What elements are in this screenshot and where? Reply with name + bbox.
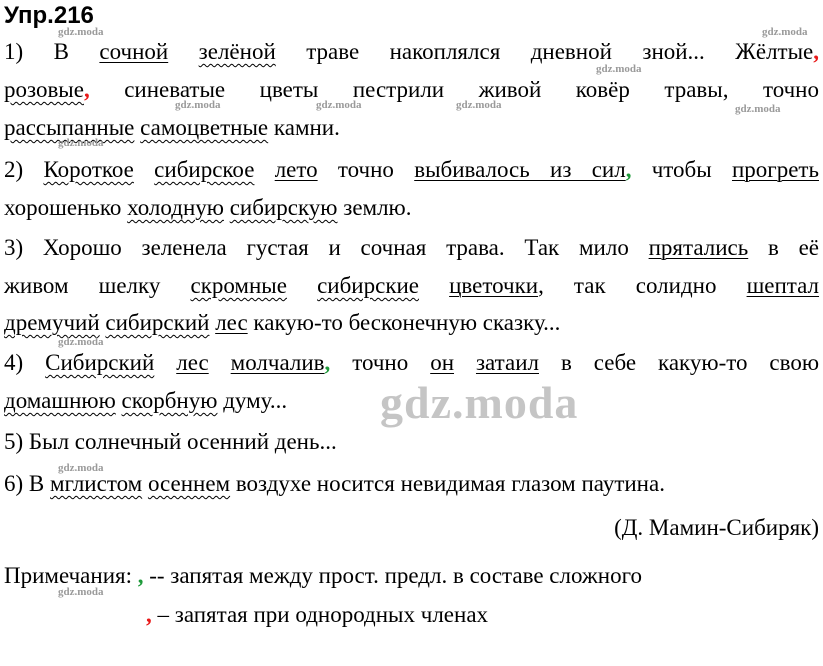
notes-line-1: Примечания: , -- запятая между прост. предл. в составе сложного: [4, 563, 642, 588]
watermark: gdz.moda: [58, 137, 104, 149]
watermark: gdz.moda: [175, 99, 221, 111]
watermark: gdz.moda: [316, 99, 362, 111]
sentence-4-line-2: домашнюю скорбную думу...: [4, 388, 288, 413]
watermark: gdz.moda: [58, 462, 104, 474]
watermark-large: gdz.moda: [380, 377, 579, 428]
author-attribution: (Д. Мамин-Сибиряк): [614, 515, 819, 540]
comma-homogeneous: ,: [83, 77, 90, 102]
exercise-title: Упр.216: [4, 2, 94, 29]
legend-green-comma: ,: [137, 563, 144, 588]
sentence-5: 5) Был солнечный осенний день...: [4, 429, 337, 454]
comma-homogeneous: ,: [813, 39, 820, 64]
sentence-4-line-1: 4) Сибирский лес молчалив, точно он затаил в себе какую-то свою: [4, 350, 820, 375]
sentence-2-line-1: 2) Короткое сибирское лето точно выбивалось из сил, чтобы прогреть: [4, 157, 819, 182]
watermark: gdz.moda: [58, 26, 104, 38]
sentence-2-line-2: хорошенько холодную сибирскую землю.: [4, 195, 412, 220]
watermark: gdz.moda: [596, 63, 642, 75]
sentence-6: 6) В мглистом осеннем воздухе носится невидимая глазом паутина.: [4, 471, 665, 496]
sentence-3-line-1: 3) Хорошо зеленела густая и сочная трава. Так мило прятались в её: [4, 235, 819, 260]
watermark: gdz.moda: [735, 103, 781, 115]
comma-clauses: ,: [625, 157, 632, 182]
legend-red-comma: ,: [146, 602, 152, 627]
sentence-3-line-3: дремучий сибирский лес какую-то бесконечную сказку...: [4, 310, 561, 335]
watermark: gdz.moda: [58, 336, 104, 348]
sentence-1-line-3: рассыпанные самоцветные камни.: [4, 115, 340, 140]
sentence-1-line-1: 1) В сочной зелёной траве накоплялся дневной зной... Жёлтые,: [4, 39, 820, 64]
watermark: gdz.moda: [456, 99, 502, 111]
notes-line-2: , – запятая при однородных членах: [146, 602, 489, 627]
comma-clauses: ,: [324, 350, 331, 375]
sentence-3-line-2: живом шелку скромные сибирские цветочки, так солидно шептал: [4, 273, 820, 298]
sentence-1-line-2: розовые, синеватые цветы пестрили живой ковёр травы, точно: [4, 77, 819, 102]
watermark: gdz.moda: [58, 586, 104, 598]
watermark: gdz.moda: [762, 26, 808, 38]
